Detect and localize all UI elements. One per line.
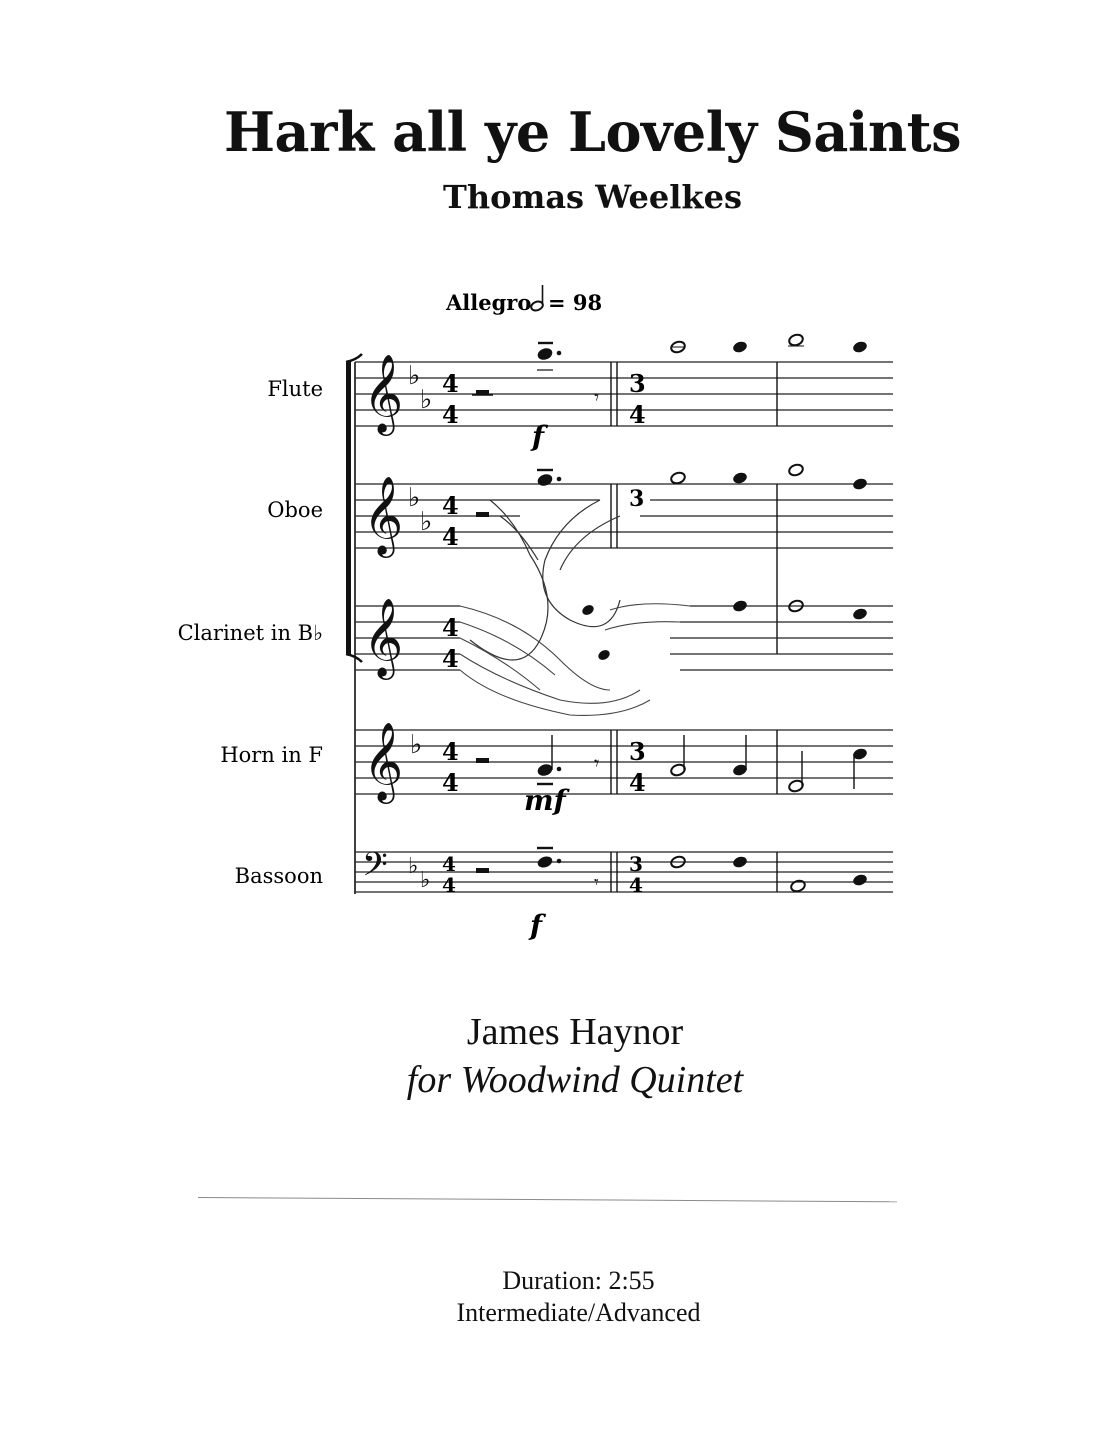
dynamic-mark: f [530, 909, 543, 942]
time-sig-bottom: 4 [629, 768, 646, 797]
note-head [581, 603, 596, 617]
arranger-name: James Haynor [466, 1011, 684, 1053]
composer-name: Thomas Weelkes [443, 178, 742, 216]
swirl-distortion [470, 500, 620, 660]
bass-clef-icon: 𝄢 [362, 846, 388, 892]
note-head [536, 472, 554, 487]
time-sig-bottom: 4 [442, 522, 459, 551]
time-sig-bottom: 4 [629, 873, 643, 897]
staff-horn [220, 722, 893, 817]
piece-title: Hark all ye Lovely Saints [223, 100, 962, 164]
staff-clarinet [178, 598, 893, 715]
note-head [732, 599, 749, 613]
half-rest-icon [476, 868, 489, 873]
flat-icon: ♭ [408, 854, 419, 879]
note-head [852, 340, 869, 354]
half-rest-icon [476, 758, 489, 763]
flat-icon: ♭ [408, 361, 421, 391]
score-excerpt [0, 270, 1105, 970]
time-sig-top: 4 [442, 613, 459, 642]
note-head [597, 648, 612, 662]
flat-icon: ♭ [420, 385, 433, 415]
eighth-rest-icon: 𝄾 [594, 872, 599, 893]
treble-clef-icon: 𝄞 [363, 476, 404, 555]
eighth-rest-icon: 𝄾 [594, 751, 600, 775]
flat-icon: ♭ [408, 483, 421, 513]
note-head [852, 477, 869, 491]
instrument-label: Oboe [267, 498, 323, 522]
instrument-label: Flute [267, 377, 323, 401]
duration-text: Duration: 2:55 [502, 1266, 655, 1295]
treble-clef-icon: 𝄞 [363, 598, 404, 677]
time-sig-bottom: 4 [442, 400, 459, 429]
staff-flute [267, 333, 893, 453]
flat-icon: ♭ [420, 868, 431, 893]
note-head [788, 333, 805, 347]
note-head [732, 340, 749, 354]
tempo-value: = 98 [548, 290, 603, 315]
tempo-text: Allegro [446, 290, 532, 315]
time-sig-top: 4 [442, 852, 456, 876]
note-head [852, 873, 869, 887]
treble-clef-icon: 𝄞 [363, 722, 404, 801]
note-head [536, 346, 554, 361]
staff-oboe [267, 463, 893, 660]
flat-icon: ♭ [410, 730, 423, 760]
note-head [788, 463, 805, 477]
time-sig-top: 4 [442, 737, 459, 766]
ensemble-subtitle: for Woodwind Quintet [406, 1059, 744, 1101]
time-sig-top: 4 [442, 491, 459, 520]
note-head [670, 471, 687, 485]
staff-bassoon [235, 846, 893, 942]
time-sig-top: 3 [629, 369, 646, 398]
divider-line [198, 1197, 897, 1202]
time-sig-top: 4 [442, 369, 459, 398]
note-head [732, 471, 749, 485]
note-head [852, 607, 869, 621]
instrument-label: Horn in F [220, 743, 323, 767]
system-bracket [346, 354, 362, 662]
note-head [732, 855, 749, 869]
eighth-rest-icon: 𝄾 [594, 385, 600, 409]
treble-clef-icon: 𝄞 [363, 354, 404, 433]
note-head [536, 762, 554, 777]
time-sig-bottom: 4 [629, 400, 646, 429]
time-sig-bottom: 4 [442, 768, 459, 797]
time-sig-top: 3 [629, 852, 643, 876]
instrument-label: Bassoon [234, 864, 323, 888]
difficulty-level: Intermediate/Advanced [456, 1298, 701, 1327]
time-sig-top: 3 [629, 737, 646, 766]
note-head [790, 879, 807, 893]
time-sig-top: 3 [629, 486, 645, 512]
note-head [536, 855, 554, 870]
swirl-distortion [460, 604, 690, 716]
time-sig-bottom: 4 [442, 873, 456, 897]
time-sig-bottom: 4 [442, 644, 459, 673]
half-note-tempo-icon [530, 285, 544, 312]
instrument-label: Clarinet in B♭ [177, 621, 323, 645]
dynamic-mark: mf [524, 784, 566, 817]
half-rest-icon [476, 390, 489, 395]
flat-icon: ♭ [420, 507, 433, 537]
dynamic-mark: f [532, 420, 545, 453]
half-rest-icon [476, 512, 489, 517]
